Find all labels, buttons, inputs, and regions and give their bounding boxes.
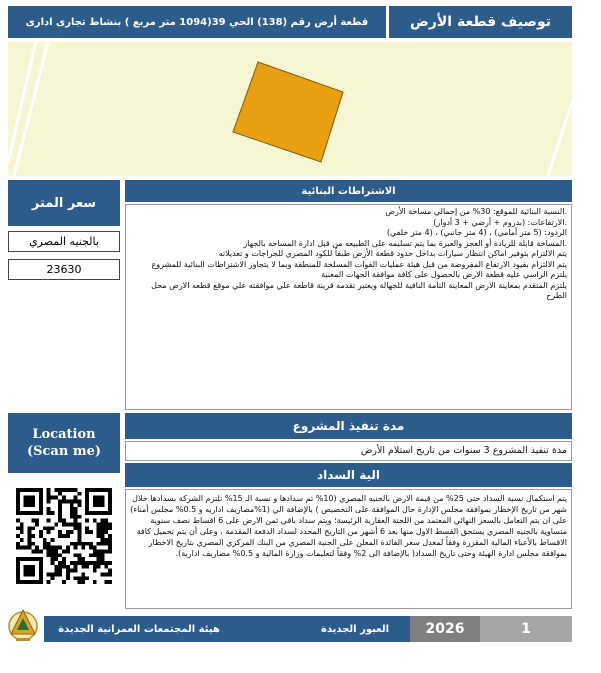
- condition-line: يتم الالتزام بقيود الارتفاع المفروضة من قبل هيئة عمليات القوات المسلحة للمنطقة وبما لا يتجاوز الاشتراطات البنائية للمشروع: [151, 259, 567, 269]
- payment-text: يتم استكمال نسبة السداد حتى 25% من قيمة الارض بالجنيه المصري (10% تم سدادها و نسبة الـ 15% تلتزم الشركة بسدادها خلال شهر من تاريخ الإخطار بموافقة مجلس الإدارة حال الموافقة على التخصيص ) بالإضافة الي (1%مصاريف اداريه و 0.5% مجلس أمناء) على ان يتم التعامل بالسعر النهائي المعتمد من اللجنة العقارية الرئيسة؛ ويتم سداد باقي ثمن الارض على 6 اقساط نصف سنوية متساوية بالجنيه المصري يستحق القسط الاول منها بعد 6 أشهر من التاريخ المحدد لسداد الدفعة المقدمة ، وعلى أن يتم تحميل كافة الاقساط بالأعباء المالية المقررة وفقاً لمعدل سعر الفائدة المعلن على الجنية المصري من البنك المركزي المصري بتاريخ الاخطار بموافقة مجلس ادارة الهيئة وحتى تاريخ السداد( بالإضافة الى 2% وفقاً لتعليمات وزارة المالية و 0.5% مصاريف ادارية).: [125, 489, 572, 609]
- duration-title: مدة تنفيذ المشروع: [125, 413, 572, 439]
- footer-page-number: 1: [480, 616, 572, 642]
- location-title-line1: Location: [32, 427, 96, 442]
- condition-line: يلتزم الراسي عليه قطعة الارض بالحصول على كافة موافقة الجهات المعنية: [321, 270, 567, 279]
- price-currency: بالجنيه المصري: [8, 231, 120, 252]
- location-title-line2: (Scan me): [26, 444, 102, 459]
- plot-shape: [233, 62, 343, 162]
- conditions-body: [125, 204, 572, 410]
- conditions-title: الاشتراطات البنائية: [125, 180, 572, 202]
- duration-text: مدة تنفيذ المشروع 3 سنوات من تاريخ استلام الأرض: [125, 441, 572, 461]
- section-title: توصيف قطعة الأرض: [389, 6, 572, 38]
- plot-map: [8, 42, 572, 176]
- condition-line: .النسبة البنائية للموقع: 30% من إجمالي مساحة الأرض: [385, 207, 567, 216]
- price-value: 23630: [8, 259, 120, 280]
- footer-city: العبور الجديدة: [320, 623, 390, 635]
- footer-year: 2026: [410, 616, 480, 642]
- footer-agency: هيئة المجتمعات العمرانية الجديدة: [58, 623, 220, 635]
- condition-line: .المساحة قابلة للزيادة أو العجز والعبرة بما يتم تسليمه على الطبيعه من قبل ادارة المساحه بالجهاز: [243, 238, 567, 248]
- payment-title: الية السداد: [125, 463, 572, 487]
- condition-line: يلتزم المتقدم بمعاينة الارض المعاينة التامة النافية للجهالة ويعتبر تقدمه قرينة قاطعة علي موافقته علي موقع قطعه الارض محل الطرح: [151, 280, 567, 300]
- location-title: [8, 413, 120, 473]
- condition-line: يتم الالتزام بتوفير اماكن انتظار سيارات بداخل حدود قطعة الأرض طبقاً للكود المصري للجراجات و تعديلاته: [218, 249, 567, 258]
- qr-code-icon[interactable]: [16, 488, 112, 584]
- condition-line: .الارتفاعات: (بدروم + أرضي + 3 أدوار): [433, 217, 567, 227]
- price-title: سعر المتر: [8, 180, 120, 226]
- plot-title: قطعة أرض رقم (138) الحي 39(1094 متر مربع ) بنشاط تجارى ادارى: [8, 6, 386, 38]
- condition-line: الردود: (5 متر أمامي) ، (4 متر جانبي) ، (4 متر خلفي): [386, 228, 567, 237]
- ncua-logo-icon: [4, 602, 42, 648]
